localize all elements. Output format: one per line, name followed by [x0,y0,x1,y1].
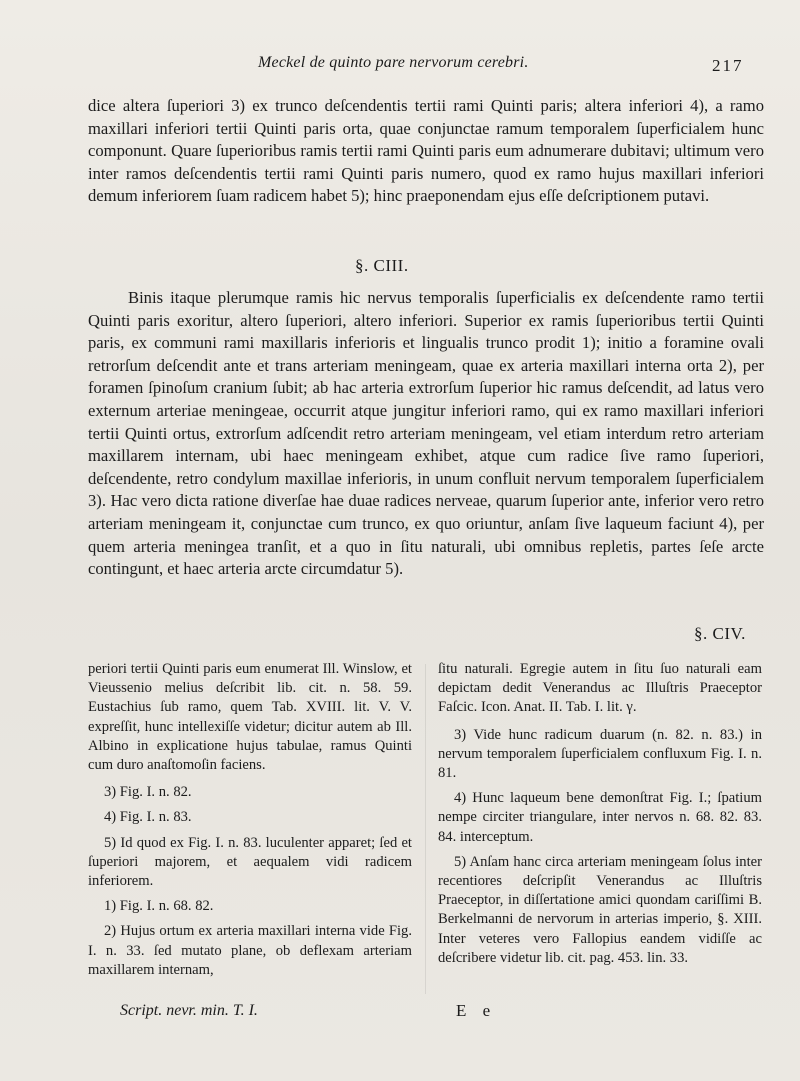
page-number: 217 [712,56,744,75]
paragraph-2: Binis itaque plerumque ramis hic nervus temporalis ſuperficialis ex deſcendente ramo tertii Quinti paris exoritur, altero ſuperiori, altero inferiori. Superior ex ramis ſuperioribus tertii Quinti paris, ex communi rami maxillaris inferioris et lingualis trunco prodit 1); initio a foramine ovali retrorſum deſcendit ante et trans arteriam meningeam, quae ex arteria maxillari interna orta 2), per foramen ſpinoſum cranium ſubit; ab hac arteria extrorſum ſuperior hic ramus deſcendit, ad latus vero externum arteriae meningeae, occurrit atque jungitur inferiori ramo, qui ex ramo maxillari inferiori tertii Quinti ortus, extrorſum adſcendit retro arteriam meningeam, vel etiam interdum retro arteriam maxillarem internam, ubi haec meningeam exhibet, atque cum radice ſive ramo ſuperiori, deſcendente, retro condylum maxillae inferioris, in unum confluit nervum temporalem ſuperficialem 3). Hac vero dicta ratione diverſae hae duae radices nerveae, quarum ſuperior ante, inferior vero retro arteriam meningeam it, conjunctae cum trunco, ex quo oriuntur, anſam ſive laqueum faciunt 4), per quem arteria meningea tranſit, et a quo in ſitu naturali, ubi omnibus repletis, partes ſeſe arcte contingunt, et haec arteria arcte circumdatur 5). [88,288,764,579]
footnotes-right-column [438,660,762,974]
footnote-4: 4) Hunc laqueum bene demonſtrat Fig. I.; ſpatium nempe circiter triangulare, inter nervos n. 68. 82. 83. 84. interceptum. [438,790,762,845]
footnote-5: 5) Id quod ex Fig. I. n. 83. luculenter apparet; ſed et ſuperiori majorem, et aequalem vidi radicem inferiorem. [88,834,412,890]
footnote-3: 3) Fig. I. n. 82. [104,784,192,801]
paragraph-1: dice altera ſuperiori 3) ex trunco deſcendentis tertii rami Quinti paris; altera inferiori 4), a ramo maxillari inferiori tertii Quinti paris orta, quae conjunctae ramum temporalem ſuperficialem hunc componunt. Quare ſuperioribus ramis tertii rami Quinti paris eum adnumerare dubitavi; ultimum vero inter ramos deſcendentis tertii rami Quinti paris numero, quod ex ramo hujus maxillari inferiori demum inferiorem ſuam radicem habet 5); hinc praeponendam ejus eſſe deſcriptionem putavi. [88,96,764,206]
running-title: Meckel de quinto pare nervorum cerebri. [258,54,529,71]
footer-title: Script. nevr. min. T. I. [120,1002,258,1019]
footnote-continued: ſitu naturali. Egregie autem in ſitu ſuo naturali eam depictam dedit Venerandus ac Illuſtris Praeceptor Faſcic. Icon. Anat. II. Tab. I. lit. γ. [438,661,762,716]
footnotes-left-column [88,660,412,986]
signature-mark: E e [456,1001,497,1020]
footnote-1: 1) Fig. I. n. 68. 82. [104,898,214,915]
section-heading-ciii: §. CIII. [355,256,409,275]
footnote-5: 5) Anſam hanc circa arteriam meningeam ſolus inter recentiores deſcripſit Venerandus ac Illuſtris Praeceptor, in diſſertatione amici quondam cariſſimi B. Berkelmanni de nervorum in arterias imperio, §. XIII. Inter veteres vero Fallopius eandem vidiſſe ac deſcribere videtur lib. cit. pag. 453. lin. 33. [438,853,762,966]
footnote-2: 2) Hujus ortum ex arteria maxillari interna vide Fig. I. n. 33. ſed mutato plane, ob deflexam arteriam maxillarem internam, [88,923,412,978]
column-divider [425,664,426,994]
footnote-4: 4) Fig. I. n. 83. [104,809,192,826]
section-heading-civ: §. CIV. [694,624,746,643]
footnote-3: 3) Vide hunc radicum duarum (n. 82. n. 83.) in nervum temporalem ſuperficialem confluxum Fig. I. n. 81. [438,726,762,782]
footnote-continued: periori tertii Quinti paris eum enumerat Ill. Winslow, et Vieussenio melius deſcribit lib. cit. n. 58. 59. Eustachius ſub ramo, quem Tab. XVIII. lit. V. V. expreſſit, hunc intellexiſſe videtur; dicitur autem ab Ill. Albino in explicatione hujus tabulae, ramus Quinti cum duro anaſtomoſin faciens. [88,661,412,774]
